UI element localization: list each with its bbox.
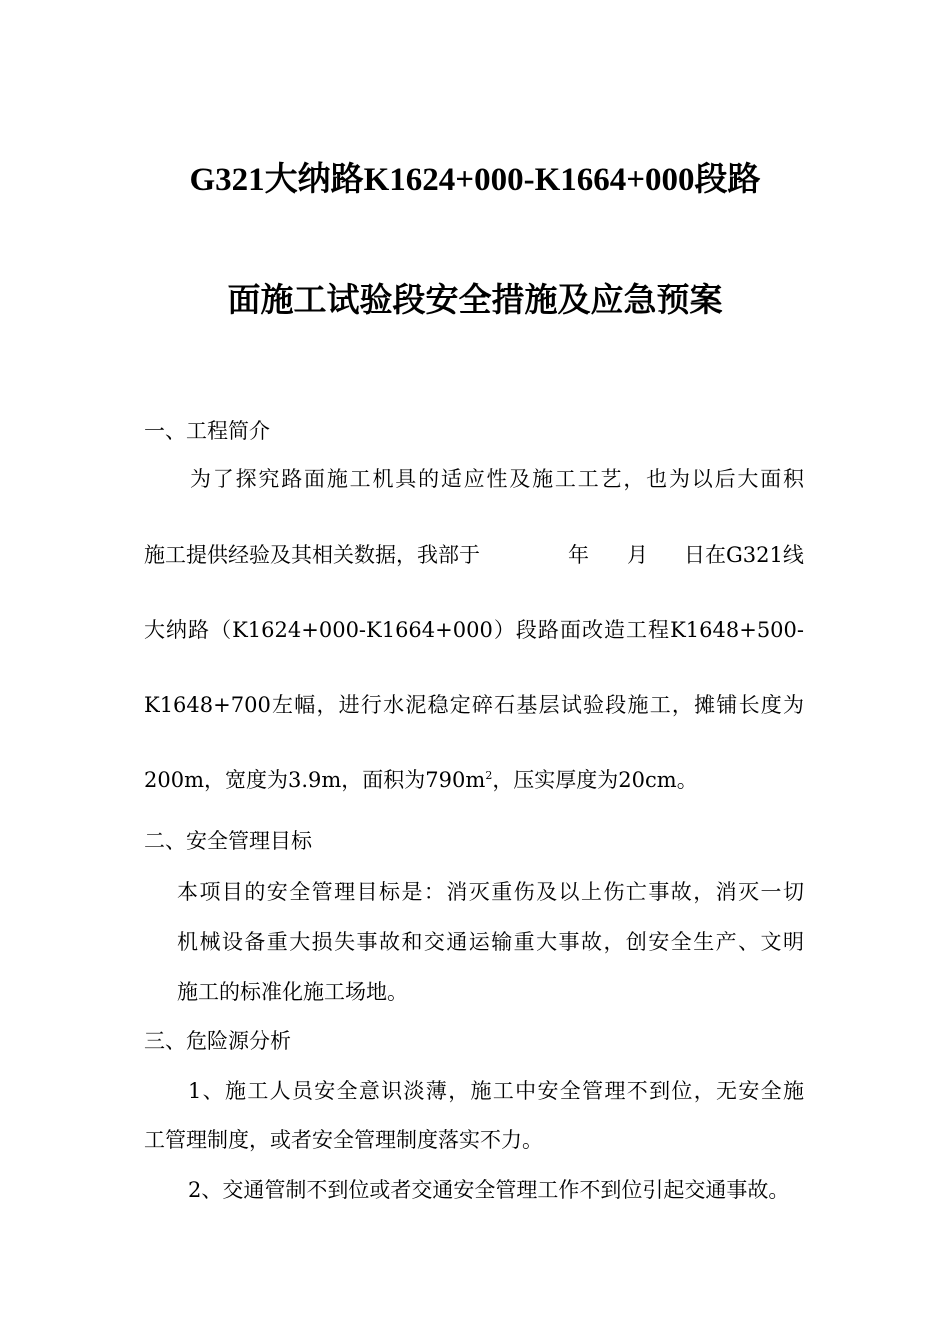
document-title-line-2: 面施工试验段安全措施及应急预案 [227,283,723,319]
section-3-item-1-line-2: 工管理制度，或者安全管理制度落实不力。 [144,1128,543,1152]
section-3-item-2-line-1: 2、交通管制不到位或者交通安全管理工作不到位引起交通事故。 [188,1178,790,1202]
section-1-paragraph-line-3: 大纳路（K1624+000-K1664+000）段路面改造工程K1648+500- [144,618,804,642]
section-1-date-month: 月 [627,543,648,567]
section-1-area-text: 200m，宽度为3.9m，面积为790m [144,768,486,792]
section-2-line-2: 机械设备重大损失事故和交通运输重大事故，创安全生产、文明 [177,930,804,954]
section-1-heading: 一、工程简介 [144,419,270,443]
section-1-thickness-text: ，压实厚度为20cm。 [492,768,698,792]
section-3-heading: 三、危险源分析 [144,1029,291,1053]
section-2-line-1: 本项目的安全管理目标是：消灭重伤及以上伤亡事故，消灭一切 [177,880,804,904]
section-1-paragraph-line-5 [144,766,698,794]
section-1-date-year: 年 [568,543,589,567]
section-1-paragraph-line-2 [144,541,806,569]
section-3-item-1-line-1: 1、施工人员安全意识淡薄，施工中安全管理不到位，无安全施 [188,1079,804,1103]
section-2-line-3: 施工的标准化施工场地。 [177,980,408,1004]
section-1-date-day: 日在G321线 [684,543,804,567]
document-title-line-1: G321大纳路K1624+000-K1664+000段路 [189,162,761,198]
section-2-heading: 二、安全管理目标 [144,829,312,853]
section-1-date-lead: 施工提供经验及其相关数据，我部于 [144,543,480,567]
section-1-paragraph-line-4: K1648+700左幅，进行水泥稳定碎石基层试验段施工，摊铺长度为 [144,693,804,717]
section-1-area-superscript: 2 [485,769,493,782]
section-1-paragraph-line-1: 为了探究路面施工机具的适应性及施工工艺，也为以后大面积 [190,467,804,491]
